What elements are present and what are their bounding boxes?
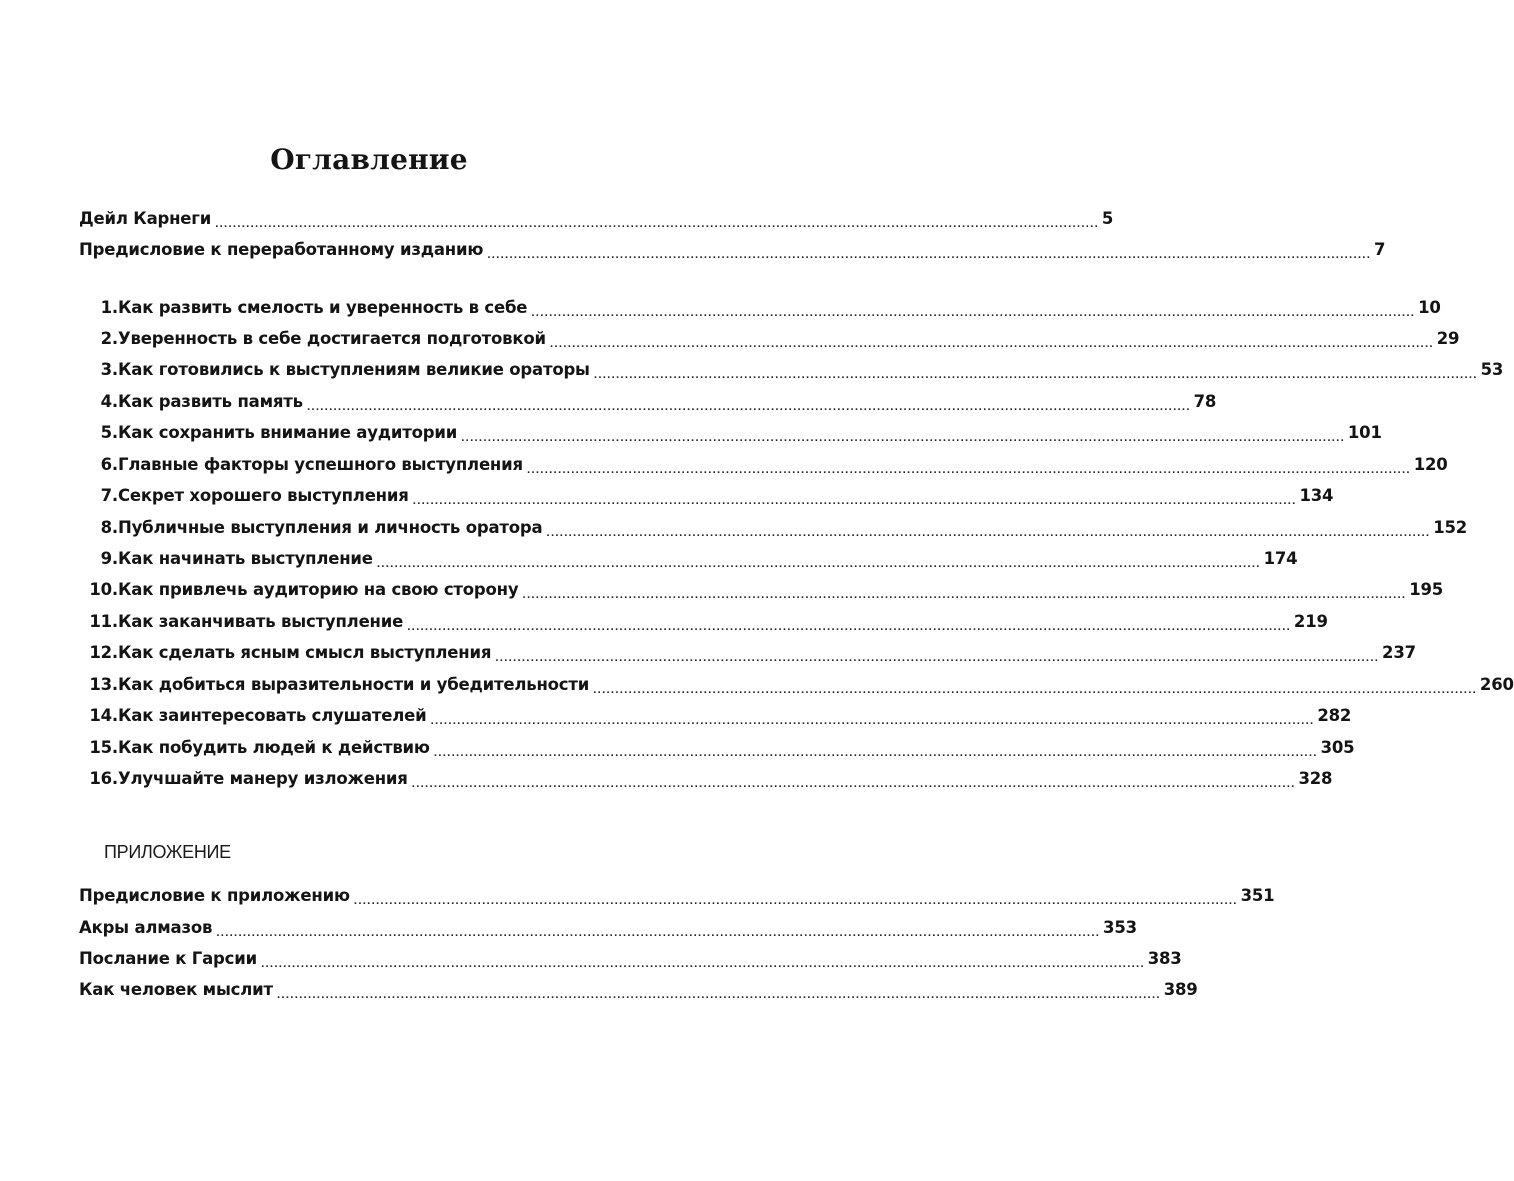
dot-leader: ........................................................................................................................................................................................................ <box>306 403 1191 413</box>
toc-entry-appendix[interactable] <box>79 980 1198 1006</box>
dot-leader: ........................................................................................................................................................................................................ <box>276 991 1161 1001</box>
toc-entry-label: Как развить смелость и уверенность в себе <box>118 298 528 317</box>
toc-entry-label: Как сделать ясным смысл выступления <box>118 643 492 662</box>
toc-entry-chapter[interactable] <box>79 298 1441 324</box>
toc-entry-page: 282 <box>1317 706 1352 725</box>
dot-leader: ........................................................................................................................................................................................................ <box>522 591 1407 601</box>
chapter-number: 2. <box>100 329 118 348</box>
toc-entry-label: Как заканчивать выступление <box>118 612 404 631</box>
toc-entry-label: Как развить память <box>118 392 303 411</box>
toc-entry-chapter[interactable] <box>79 455 1448 481</box>
toc-entry-page: 29 <box>1436 329 1460 348</box>
dot-leader: ........................................................................................................................................................................................................ <box>376 560 1261 570</box>
toc-entry-chapter[interactable] <box>79 549 1298 575</box>
toc-entry-chapter[interactable] <box>79 643 1416 669</box>
chapter-number: 9. <box>100 549 118 568</box>
toc-entry-page: 7 <box>1374 240 1386 259</box>
toc-entry-page: 305 <box>1320 738 1355 757</box>
toc-entry-page: 152 <box>1433 518 1468 537</box>
toc-entry-page: 353 <box>1103 918 1137 937</box>
toc-entry-chapter[interactable] <box>79 486 1334 512</box>
dot-leader: ........................................................................................................................................................................................................ <box>433 749 1318 759</box>
dot-leader: ........................................................................................................................................................................................................ <box>549 340 1434 350</box>
dot-leader: ........................................................................................................................................................................................................ <box>546 529 1431 539</box>
dot-leader: ........................................................................................................................................................................................................ <box>407 623 1291 633</box>
toc-entry-page: 328 <box>1298 769 1333 788</box>
chapter-number: 4. <box>100 392 118 411</box>
toc-entry-page: 78 <box>1193 392 1217 411</box>
toc-entry-chapter[interactable] <box>79 738 1355 764</box>
toc-entry-page: 53 <box>1480 360 1504 379</box>
chapter-number: 13. <box>89 675 118 694</box>
toc-entry-page: 195 <box>1409 580 1444 599</box>
chapter-number: 7. <box>100 486 118 505</box>
dot-leader: ........................................................................................................................................................................................................ <box>461 434 1345 444</box>
toc-entry-label: Послание к Гарсии <box>79 949 257 968</box>
chapter-number: 1. <box>100 298 118 317</box>
dot-leader: ........................................................................................................................................................................................................ <box>260 960 1145 970</box>
toc-entry-chapter[interactable] <box>79 612 1328 638</box>
dot-leader: ........................................................................................................................................................................................................ <box>412 497 1297 507</box>
dot-leader: ........................................................................................................................................................................................................ <box>487 251 1372 261</box>
toc-entry-page: 389 <box>1163 980 1198 999</box>
toc-entry-label: Предисловие к приложению <box>79 886 350 905</box>
toc-entry-label: Как добиться выразительности и убедительности <box>118 675 590 694</box>
toc-entry-appendix[interactable] <box>79 886 1275 912</box>
toc-entry-page: 260 <box>1479 675 1514 694</box>
toc-entry-label: Как заинтересовать слушателей <box>118 706 427 725</box>
toc-entry-chapter[interactable] <box>79 423 1382 449</box>
toc-entry-page: 174 <box>1263 549 1298 568</box>
toc-entry-chapter[interactable] <box>79 706 1352 732</box>
toc-entry-label: Публичные выступления и личность оратора <box>118 518 543 537</box>
dot-leader: ........................................................................................................................................................................................................ <box>495 654 1380 664</box>
toc-entry-intro[interactable] <box>79 240 1386 266</box>
chapter-number: 5. <box>100 423 118 442</box>
chapter-number: 10. <box>89 580 118 599</box>
toc-entry-page: 5 <box>1101 209 1114 228</box>
toc-entry-label: Предисловие к переработанному изданию <box>79 240 484 259</box>
toc-entry-label: Главные факторы успешного выступления <box>118 455 523 474</box>
dot-leader: ........................................................................................................................................................................................................ <box>430 717 1315 727</box>
toc-entry-chapter[interactable] <box>79 580 1444 606</box>
toc-entry-page: 351 <box>1240 886 1275 905</box>
dot-leader: ........................................................................................................................................................................................................ <box>353 897 1238 907</box>
toc-entry-chapter[interactable] <box>79 675 1514 701</box>
toc-entry-label: Акры алмазов <box>79 918 213 937</box>
toc-entry-label: Как побудить людей к действию <box>118 738 430 757</box>
toc-entry-page: 237 <box>1382 643 1416 662</box>
chapter-number: 15. <box>89 738 118 757</box>
dot-leader: ........................................................................................................................................................................................................ <box>593 371 1478 381</box>
dot-leader: ........................................................................................................................................................................................................ <box>411 780 1296 790</box>
chapter-number: 6. <box>100 455 118 474</box>
toc-entry-page: 10 <box>1418 298 1441 317</box>
toc-entry-label: Как сохранить внимание аудитории <box>118 423 458 442</box>
dot-leader: ........................................................................................................................................................................................................ <box>216 929 1101 939</box>
toc-entry-chapter[interactable] <box>79 329 1460 355</box>
dot-leader: ........................................................................................................................................................................................................ <box>526 466 1411 476</box>
chapter-number: 3. <box>100 360 118 379</box>
dot-leader: ........................................................................................................................................................................................................ <box>531 309 1416 319</box>
dot-leader: ........................................................................................................................................................................................................ <box>215 220 1099 230</box>
toc-entry-page: 219 <box>1293 612 1328 631</box>
toc-entry-page: 383 <box>1147 949 1182 968</box>
toc-entry-label: Как привлечь аудиторию на свою сторону <box>118 580 519 599</box>
chapter-number: 14. <box>89 706 118 725</box>
chapter-number: 11. <box>89 612 118 631</box>
chapter-number: 16. <box>89 769 118 788</box>
dot-leader: ........................................................................................................................................................................................................ <box>593 686 1477 696</box>
toc-entry-chapter[interactable] <box>79 392 1217 418</box>
toc-entry-chapter[interactable] <box>79 518 1468 544</box>
toc-entry-page: 120 <box>1413 455 1448 474</box>
toc-entry-chapter[interactable] <box>79 769 1333 795</box>
appendix-heading: ПРИЛОЖЕНИЕ <box>104 842 231 862</box>
toc-entry-page: 101 <box>1347 423 1382 442</box>
toc-entry-appendix[interactable] <box>79 949 1182 975</box>
toc-entry-label: Секрет хорошего выступления <box>118 486 409 505</box>
page-title: Оглавление <box>270 143 468 176</box>
toc-entry-chapter[interactable] <box>79 360 1504 386</box>
toc-entry-intro[interactable] <box>79 209 1114 235</box>
toc-entry-label: Дейл Карнеги <box>79 209 212 228</box>
toc-entry-label: Как человек мыслит <box>79 980 273 999</box>
chapter-number: 12. <box>89 643 118 662</box>
toc-entry-appendix[interactable] <box>79 918 1137 944</box>
chapter-number: 8. <box>100 518 118 537</box>
toc-entry-label: Уверенность в себе достигается подготовкой <box>118 329 546 348</box>
toc-entry-label: Как начинать выступление <box>118 549 373 568</box>
toc-entry-page: 134 <box>1299 486 1334 505</box>
toc-entry-label: Улучшайте манеру изложения <box>118 769 408 788</box>
toc-entry-label: Как готовились к выступлениям великие ораторы <box>118 360 590 379</box>
